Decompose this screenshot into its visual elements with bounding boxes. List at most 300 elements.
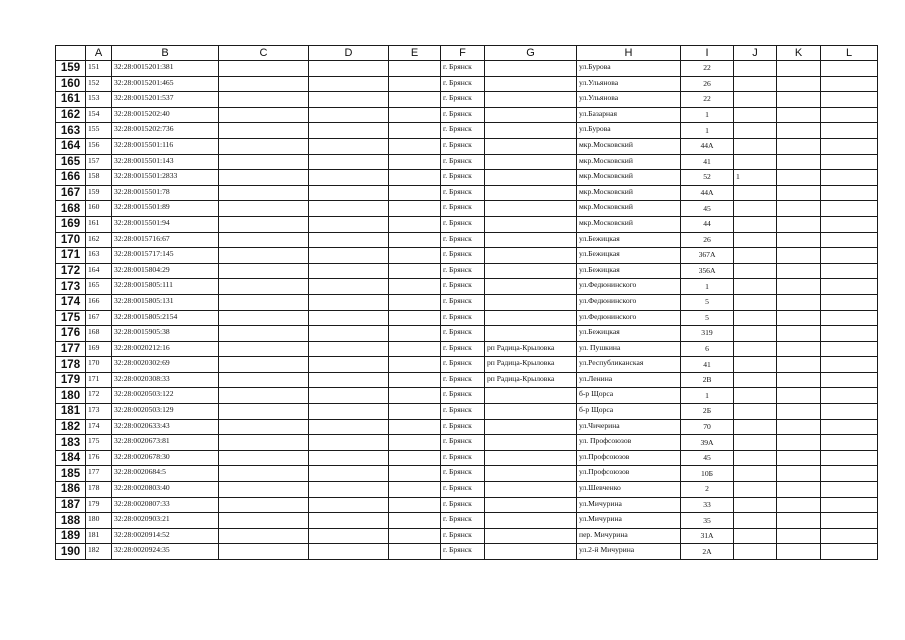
cell-c (219, 138, 309, 154)
row-number: 173 (56, 279, 86, 295)
cell-g-settlement (485, 482, 577, 498)
cell-g-settlement (485, 123, 577, 139)
cell-b-cadastral-number: 32:28:0020903:21 (112, 513, 219, 529)
column-header-c: C (219, 46, 309, 61)
cell-b-cadastral-number: 32:28:0020684:5 (112, 466, 219, 482)
cell-a: 171 (86, 372, 112, 388)
cell-a: 173 (86, 404, 112, 420)
cell-k (777, 107, 821, 123)
cell-e (389, 170, 441, 186)
cell-h-street: ул.Бежицкая (577, 248, 681, 264)
cell-c (219, 248, 309, 264)
cell-e (389, 138, 441, 154)
cell-f-city: г. Брянск (441, 372, 485, 388)
table-row (56, 294, 878, 310)
cell-k (777, 357, 821, 373)
cell-g-settlement (485, 294, 577, 310)
cell-e (389, 185, 441, 201)
cell-a: 176 (86, 450, 112, 466)
column-header-row (56, 46, 878, 61)
cell-b-cadastral-number: 32:28:0015501:78 (112, 185, 219, 201)
cell-k (777, 435, 821, 451)
row-number: 160 (56, 76, 86, 92)
cell-b-cadastral-number: 32:28:0020803:40 (112, 482, 219, 498)
cell-f-city: г. Брянск (441, 435, 485, 451)
cell-b-cadastral-number: 32:28:0015201:381 (112, 61, 219, 77)
cell-c (219, 466, 309, 482)
cell-j (734, 185, 777, 201)
cell-f-city: г. Брянск (441, 232, 485, 248)
table-row (56, 466, 878, 482)
cell-l (821, 185, 878, 201)
cell-d (309, 497, 389, 513)
cell-c (219, 528, 309, 544)
cell-g-settlement (485, 92, 577, 108)
cell-j (734, 466, 777, 482)
cell-c (219, 341, 309, 357)
cell-k (777, 482, 821, 498)
cell-g-settlement (485, 76, 577, 92)
cell-c (219, 170, 309, 186)
cell-a: 182 (86, 544, 112, 560)
cell-h-street: ул.Мичурина (577, 513, 681, 529)
cell-e (389, 341, 441, 357)
cell-d (309, 450, 389, 466)
cell-k (777, 232, 821, 248)
table-row (56, 404, 878, 420)
cell-h-street: мкр.Московский (577, 138, 681, 154)
cell-l (821, 544, 878, 560)
cell-a: 154 (86, 107, 112, 123)
cell-l (821, 357, 878, 373)
cell-h-street: б-р Щорса (577, 404, 681, 420)
cell-i-house: 31А (681, 528, 734, 544)
cell-a: 178 (86, 482, 112, 498)
cell-g-settlement (485, 248, 577, 264)
cell-g-settlement: рп Радица-Крыловка (485, 372, 577, 388)
row-number: 187 (56, 497, 86, 513)
cell-j (734, 216, 777, 232)
row-number: 180 (56, 388, 86, 404)
row-number: 167 (56, 185, 86, 201)
cell-f-city: г. Брянск (441, 466, 485, 482)
cell-j (734, 528, 777, 544)
cell-a: 159 (86, 185, 112, 201)
cell-e (389, 528, 441, 544)
cell-e (389, 294, 441, 310)
row-number: 163 (56, 123, 86, 139)
cell-c (219, 61, 309, 77)
cell-h-street: ул.Бурова (577, 123, 681, 139)
cell-a: 166 (86, 294, 112, 310)
cell-f-city: г. Брянск (441, 528, 485, 544)
cell-l (821, 216, 878, 232)
row-number: 159 (56, 61, 86, 77)
cell-j (734, 76, 777, 92)
cell-h-street: ул.2-й Мичурина (577, 544, 681, 560)
cell-a: 164 (86, 263, 112, 279)
cell-c (219, 263, 309, 279)
cell-f-city: г. Брянск (441, 107, 485, 123)
cell-k (777, 528, 821, 544)
cell-d (309, 357, 389, 373)
cell-e (389, 201, 441, 217)
cell-l (821, 450, 878, 466)
cell-c (219, 419, 309, 435)
cell-c (219, 357, 309, 373)
cell-c (219, 388, 309, 404)
cell-i-house: 2В (681, 372, 734, 388)
cell-j (734, 248, 777, 264)
cell-d (309, 544, 389, 560)
cell-c (219, 372, 309, 388)
cell-g-settlement (485, 404, 577, 420)
cell-e (389, 419, 441, 435)
cell-d (309, 404, 389, 420)
cell-d (309, 482, 389, 498)
cell-a: 151 (86, 61, 112, 77)
cell-l (821, 248, 878, 264)
cell-c (219, 450, 309, 466)
cell-g-settlement: рп Радица-Крыловка (485, 357, 577, 373)
row-number: 165 (56, 154, 86, 170)
cell-f-city: г. Брянск (441, 497, 485, 513)
cell-g-settlement (485, 61, 577, 77)
cell-i-house: 1 (681, 279, 734, 295)
corner-cell (56, 46, 86, 61)
cell-j (734, 232, 777, 248)
cell-l (821, 404, 878, 420)
cell-b-cadastral-number: 32:28:0015501:116 (112, 138, 219, 154)
cell-h-street: ул.Федюнинского (577, 279, 681, 295)
cell-c (219, 92, 309, 108)
cell-d (309, 170, 389, 186)
cell-e (389, 92, 441, 108)
cell-c (219, 232, 309, 248)
cell-k (777, 544, 821, 560)
cell-i-house: 45 (681, 450, 734, 466)
row-number: 188 (56, 513, 86, 529)
cell-c (219, 76, 309, 92)
cell-i-house: 45 (681, 201, 734, 217)
cell-f-city: г. Брянск (441, 201, 485, 217)
cell-i-house: 41 (681, 357, 734, 373)
cell-b-cadastral-number: 32:28:0020914:52 (112, 528, 219, 544)
cell-d (309, 310, 389, 326)
cell-a: 152 (86, 76, 112, 92)
cell-i-house: 5 (681, 294, 734, 310)
cell-e (389, 248, 441, 264)
row-number: 185 (56, 466, 86, 482)
cell-h-street: ул.Бежицкая (577, 232, 681, 248)
cell-l (821, 107, 878, 123)
cell-i-house: 2Б (681, 404, 734, 420)
cell-g-settlement (485, 326, 577, 342)
column-header-d: D (309, 46, 389, 61)
cell-a: 165 (86, 279, 112, 295)
column-header-l: L (821, 46, 878, 61)
row-number: 169 (56, 216, 86, 232)
cell-h-street: ул.Мичурина (577, 497, 681, 513)
cell-g-settlement (485, 138, 577, 154)
cell-k (777, 138, 821, 154)
cell-a: 156 (86, 138, 112, 154)
cell-b-cadastral-number: 32:28:0015202:40 (112, 107, 219, 123)
cell-h-street: ул.Базарная (577, 107, 681, 123)
cell-i-house: 44 (681, 216, 734, 232)
cell-d (309, 528, 389, 544)
cell-d (309, 341, 389, 357)
cell-g-settlement (485, 216, 577, 232)
cell-f-city: г. Брянск (441, 263, 485, 279)
cell-b-cadastral-number: 32:28:0020633:43 (112, 419, 219, 435)
cell-i-house: 5 (681, 310, 734, 326)
cell-c (219, 279, 309, 295)
cell-j (734, 482, 777, 498)
cell-b-cadastral-number: 32:28:0015501:143 (112, 154, 219, 170)
cell-k (777, 450, 821, 466)
cell-i-house: 26 (681, 232, 734, 248)
cell-a: 180 (86, 513, 112, 529)
cell-a: 163 (86, 248, 112, 264)
cell-h-street: ул.Бурова (577, 61, 681, 77)
row-number: 175 (56, 310, 86, 326)
cell-g-settlement (485, 544, 577, 560)
cell-h-street: мкр.Московский (577, 185, 681, 201)
cell-l (821, 232, 878, 248)
row-number: 172 (56, 263, 86, 279)
cell-g-settlement (485, 170, 577, 186)
cell-c (219, 497, 309, 513)
cell-d (309, 185, 389, 201)
cell-k (777, 154, 821, 170)
cell-a: 179 (86, 497, 112, 513)
cell-e (389, 154, 441, 170)
cell-c (219, 482, 309, 498)
table-row (56, 482, 878, 498)
cell-j (734, 388, 777, 404)
cell-l (821, 294, 878, 310)
cell-a: 169 (86, 341, 112, 357)
cell-c (219, 404, 309, 420)
cell-j (734, 138, 777, 154)
column-header-j: J (734, 46, 777, 61)
table-row (56, 388, 878, 404)
cell-j (734, 435, 777, 451)
cell-i-house: 367А (681, 248, 734, 264)
cell-b-cadastral-number: 32:28:0015501:94 (112, 216, 219, 232)
table-row (56, 419, 878, 435)
cell-l (821, 482, 878, 498)
cell-h-street: ул.Федюнинского (577, 310, 681, 326)
row-number: 166 (56, 170, 86, 186)
cell-d (309, 76, 389, 92)
cell-e (389, 404, 441, 420)
cell-k (777, 341, 821, 357)
row-number: 161 (56, 92, 86, 108)
table-row (56, 513, 878, 529)
column-header-i: I (681, 46, 734, 61)
cell-h-street: ул.Профсоюзов (577, 450, 681, 466)
cell-k (777, 123, 821, 139)
cell-j (734, 154, 777, 170)
cell-f-city: г. Брянск (441, 279, 485, 295)
row-number: 176 (56, 326, 86, 342)
row-number: 177 (56, 341, 86, 357)
cell-d (309, 61, 389, 77)
cell-i-house: 356А (681, 263, 734, 279)
cell-b-cadastral-number: 32:28:0020308:33 (112, 372, 219, 388)
row-number: 189 (56, 528, 86, 544)
cell-j (734, 372, 777, 388)
cell-e (389, 372, 441, 388)
cell-h-street: мкр.Московский (577, 154, 681, 170)
cell-j (734, 263, 777, 279)
cell-l (821, 435, 878, 451)
table-row (56, 326, 878, 342)
column-header-f: F (441, 46, 485, 61)
cell-l (821, 123, 878, 139)
cell-f-city: г. Брянск (441, 357, 485, 373)
cell-h-street: ул.Федюнинского (577, 294, 681, 310)
cell-h-street: б-р Щорса (577, 388, 681, 404)
cell-a: 175 (86, 435, 112, 451)
cell-f-city: г. Брянск (441, 450, 485, 466)
cell-g-settlement (485, 466, 577, 482)
cell-l (821, 92, 878, 108)
cell-a: 172 (86, 388, 112, 404)
cell-k (777, 497, 821, 513)
cell-i-house: 35 (681, 513, 734, 529)
column-header-h: H (577, 46, 681, 61)
cell-h-street: ул.Ленина (577, 372, 681, 388)
cell-j (734, 513, 777, 529)
cell-b-cadastral-number: 32:28:0015805:131 (112, 294, 219, 310)
cell-g-settlement (485, 419, 577, 435)
cell-j (734, 294, 777, 310)
cell-a: 168 (86, 326, 112, 342)
cell-d (309, 466, 389, 482)
cell-e (389, 388, 441, 404)
cell-c (219, 544, 309, 560)
cell-h-street: ул. Пушкина (577, 341, 681, 357)
table-row (56, 201, 878, 217)
cell-b-cadastral-number: 32:28:0015805:2154 (112, 310, 219, 326)
cell-f-city: г. Брянск (441, 138, 485, 154)
cell-e (389, 450, 441, 466)
cell-e (389, 76, 441, 92)
table-row (56, 279, 878, 295)
cell-f-city: г. Брянск (441, 92, 485, 108)
table-row (56, 341, 878, 357)
cell-e (389, 107, 441, 123)
cell-f-city: г. Брянск (441, 248, 485, 264)
table-row (56, 92, 878, 108)
cell-k (777, 310, 821, 326)
cell-f-city: г. Брянск (441, 123, 485, 139)
cell-b-cadastral-number: 32:28:0020673:81 (112, 435, 219, 451)
table-row (56, 232, 878, 248)
cell-k (777, 248, 821, 264)
cell-j (734, 123, 777, 139)
cell-l (821, 76, 878, 92)
cell-e (389, 263, 441, 279)
cell-j (734, 357, 777, 373)
cell-f-city: г. Брянск (441, 170, 485, 186)
cell-i-house: 22 (681, 61, 734, 77)
cell-k (777, 170, 821, 186)
table-row (56, 435, 878, 451)
row-number: 181 (56, 404, 86, 420)
cell-a: 170 (86, 357, 112, 373)
cell-i-house: 1 (681, 388, 734, 404)
cell-b-cadastral-number: 32:28:0020678:30 (112, 450, 219, 466)
cell-k (777, 216, 821, 232)
cell-d (309, 263, 389, 279)
cell-f-city: г. Брянск (441, 326, 485, 342)
cell-d (309, 201, 389, 217)
cell-d (309, 513, 389, 529)
cell-l (821, 388, 878, 404)
cell-e (389, 310, 441, 326)
cell-l (821, 154, 878, 170)
cell-d (309, 154, 389, 170)
table-row (56, 528, 878, 544)
cell-i-house: 70 (681, 419, 734, 435)
row-number: 168 (56, 201, 86, 217)
cell-d (309, 123, 389, 139)
cell-e (389, 544, 441, 560)
cell-i-house: 26 (681, 76, 734, 92)
cell-h-street: ул. Профсоюзов (577, 435, 681, 451)
cell-e (389, 357, 441, 373)
cell-b-cadastral-number: 32:28:0015202:736 (112, 123, 219, 139)
table-row (56, 544, 878, 560)
cell-k (777, 263, 821, 279)
cell-c (219, 123, 309, 139)
cell-d (309, 388, 389, 404)
row-number: 184 (56, 450, 86, 466)
cell-k (777, 513, 821, 529)
cell-f-city: г. Брянск (441, 185, 485, 201)
cell-e (389, 513, 441, 529)
cell-e (389, 497, 441, 513)
cell-j: 1 (734, 170, 777, 186)
table-row (56, 248, 878, 264)
cell-e (389, 466, 441, 482)
cell-k (777, 388, 821, 404)
cell-l (821, 497, 878, 513)
cell-j (734, 92, 777, 108)
cell-f-city: г. Брянск (441, 544, 485, 560)
cell-k (777, 92, 821, 108)
cell-e (389, 326, 441, 342)
cell-j (734, 201, 777, 217)
cell-e (389, 435, 441, 451)
cell-e (389, 279, 441, 295)
cell-b-cadastral-number: 32:28:0015201:537 (112, 92, 219, 108)
table-row (56, 170, 878, 186)
table-row (56, 107, 878, 123)
cell-f-city: г. Брянск (441, 341, 485, 357)
cell-h-street: ул.Чичерина (577, 419, 681, 435)
cell-c (219, 513, 309, 529)
cell-d (309, 419, 389, 435)
cell-f-city: г. Брянск (441, 76, 485, 92)
cell-g-settlement (485, 107, 577, 123)
cell-b-cadastral-number: 32:28:0015804:29 (112, 263, 219, 279)
cell-i-house: 6 (681, 341, 734, 357)
